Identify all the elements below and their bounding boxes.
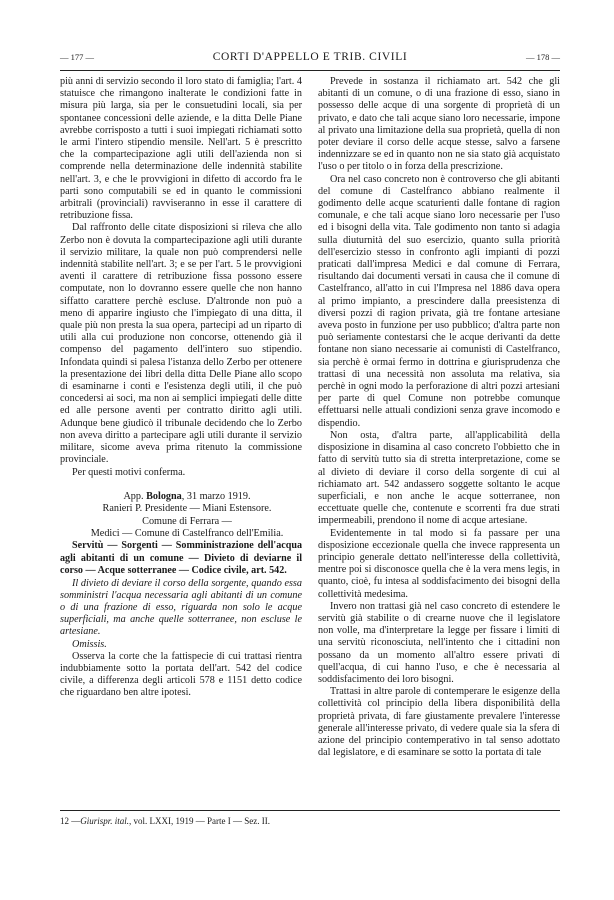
party-line: Comune di Ferrara — [142,515,232,527]
page-footer: 12 — Giurispr. ital. , vol. LXXI, 1919 — Parte I — Sez. II. [60,816,270,826]
paragraph: più anni di servizio secondo il loro stato di famiglia; l'art. 4 statuisce che rimangono inalterate le condizioni fatte in misura più larga, sia per le consuetudini locali, sia per spontanee concessioni delle aziende, e la ditta Delle Piane avrebbe corrisposto a tutti i suoi impiegati richiamati sotto le armi l'intero stipendio mensile. Nell'art. 5 è prescritto che la compartecipazione agli utili dell'azienda non si comprende nella determinazione delle indennità stabilite nell'art. 3, e che le provvigioni in difetto di accordo fra le parti sono computabili se ed in quanto le commissioni arbitrali (provinciali) ravviseranno in esse il carattere di retribuzione fissa. [60,76,302,222]
court-line: App. Bologna, 31 marzo 1919. [123,490,251,502]
omissis-note: Omissis. [72,638,107,650]
paragraph: Osserva la corte che la fattispecie di cui trattasi rientra indubbiamente sotto la portata dell'art. 542 del codice civile, a differenza degli articoli 578 e 1151 detto codice che riguardano ben altre ipotesi. [60,650,302,699]
page-header [60,49,560,65]
paragraph: Per questi motivi conferma. [72,466,186,478]
court-city: Bologna [146,490,182,502]
footer-rule [60,810,560,811]
header-rule [60,70,560,71]
case-headnote: Servitù — Sorgenti — Somministrazione dell'acqua agli abitanti di un comune — Divieto di deviarne il corso — Acque sotterranee — Codice civile, art. 542. [60,540,302,577]
paragraph: Trattasi in altre parole di contemperare le esigenze della collettività col principio della libera disponibilità della proprietà privata, di fare giustamente prevalere l'interesse generale all'interesse privato, di vedere quale sia la sfera di azione del principio contemperativo in tal senso adottato dal legislatore, e di esaminare se sotto la portata di tale [318,686,560,759]
right-column [318,76,560,759]
paragraph: Prevede in sostanza il richiamato art. 542 che gli abitanti di un comune, o di una frazione di esso, siano in possesso delle acque di una sorgente di proprietà di un privato, e dato che tali acque siano loro necessarie, impone al privato una limitazione della sua proprietà, quella di non poter deviare il corso delle acque stesse, salvo a farsene indennizzare se ed in quanto non ne sia stato già acquistato l'uso o per titolo o in forza della prescrizione. [318,76,560,173]
paragraph: Invero non trattasi già nel caso concreto di estendere le servitù già stabilite o di crearne nuove che il legislatore non volle, ma d'interpretare la legge per fissare i limiti di una servitù riconosciuta, nell'intento che i cittadini non possano da un momento all'altro essere privati di quell'acqua, di cui hanno l'uso, e che è necessaria al soddisfacimento dei loro bisogni. [318,600,560,685]
paragraph: Dal raffronto delle citate disposizioni si rileva che allo Zerbo non è dovuta la compartecipazione agli utili durante il servizio militare, la quale non può comprendersi nelle indennità stabilite nell'art. 3; e se per l'art. 5 le provvigioni aventi il carattere di retribuzione fissa possono essere computate, non lo dovranno essere quelle che non hanno siffatto carattere perchè escluse. D'altronde non può a meno di apparire ingiusto che l'impiegato di una ditta, il quale più non presta la sua opera, partecipi ad un riparto di utili alla cui produzione non concorse, ottenendo già il compenso del pagamento dell'intero suo stipendio. Infondata quindi si palesa l'istanza dello Zerbo per ottenere la presentazione dei libri della ditta Delle Piane allo scopo di esaminarne i conti e l'esistenza degli utili, il che può concedersi ai soci, ma non ai semplici impiegati delle ditte ed alle persone aventi per contratto diritto agli utili. Adunque bene giudicò il tribunale decidendo che lo Zerbo non aveva diritto a partecipare agli utili durante il servizio militare, sicome aveva prima ritenuto la commissione provinciale. [60,222,302,466]
left-column [60,76,302,700]
running-title: CORTI D'APPELLO E TRIB. CIVILI [212,51,408,63]
right-page-number: — 178 — [525,52,560,62]
party-line: Medici — Comune di Castelfranco dell'Emilia. [90,527,284,539]
left-page-number: — 177 — [60,52,94,62]
journal-name: Giurispr. ital. [80,816,130,826]
legal-principle: Il divieto di deviare il corso della sorgente, quando essa somministri l'acqua necessaria agli abitanti di un comune o di una frazione di esso, riguarda non solo le acque superficiali, ma anche quelle sotterranee, non escluse le artesiane. [60,577,302,638]
paragraph: Non osta, d'altra parte, all'applicabilità della disposizione in disamina al caso concreto l'obbietto che in fatto di servitù tutto sia di stretta interpretazione, come se al divieto di deviare il corso della sorgente di cui al richiamato art. 542 andassero soggette soltanto le acque superficiali, e non anche le acque sotterranee, non eccettuate quelle che, contenute e scorrenti fra due strati impermeabili, prendono il nome di acque artesiane. [318,429,560,527]
paragraph: Ora nel caso concreto non è controverso che gli abitanti del comune di Castelfranco abbiano realmente il godimento delle acque scaturienti dalle fontane di ragion comunale, e che tali acque siano loro necessarie per l'uso ed i bisogni della vita. Tale godimento non tanto si adagia sulla diuturnità del suo esercizio, quanto sulla priorità dell'esercizio stesso in confronto agli impianti di pozzi praticati dall'impresa Medici e dal comune di Ferrara, risultando dai documenti versati in causa che il comune di Castelfranco, all'atto in cui l'Impresa nel 1886 dava opera al primo impianto, a prescindere dalla preesistenza di diversi pozzi di ragion privata, già tre fontane artesiane aveva posto in funzione per uso pubblico; d'altra parte non può seriamente contestarsi che le acque derivanti da dette fontane non siano necessarie ai comunisti di Castelfranco, sia perchè è ormai fermo in dottrina e giurisprudenza che trattasi di una necessità non assoluta ma relativa, sia perchè in ogni modo la perforazione di altri pozzi artesiani per parte di quel Comune non potrebbe comunque effettuarsi nelle attuali condizioni senza grave incomodo e dispendio. [318,173,560,429]
judges-line: Ranieri P. Presidente — Miani Estensore. [102,503,272,515]
paragraph: Evidentemente in tal modo si fa passare per una disposizione eccezionale quella che invece rappresenta un principio generale dettato nell'interesse della collettività, mentre poi si disconosce quella che è la vera mens legis, in quanto, cioè, fu intesa al soddisfacimento dei bisogni della collettività medesima. [318,527,560,600]
